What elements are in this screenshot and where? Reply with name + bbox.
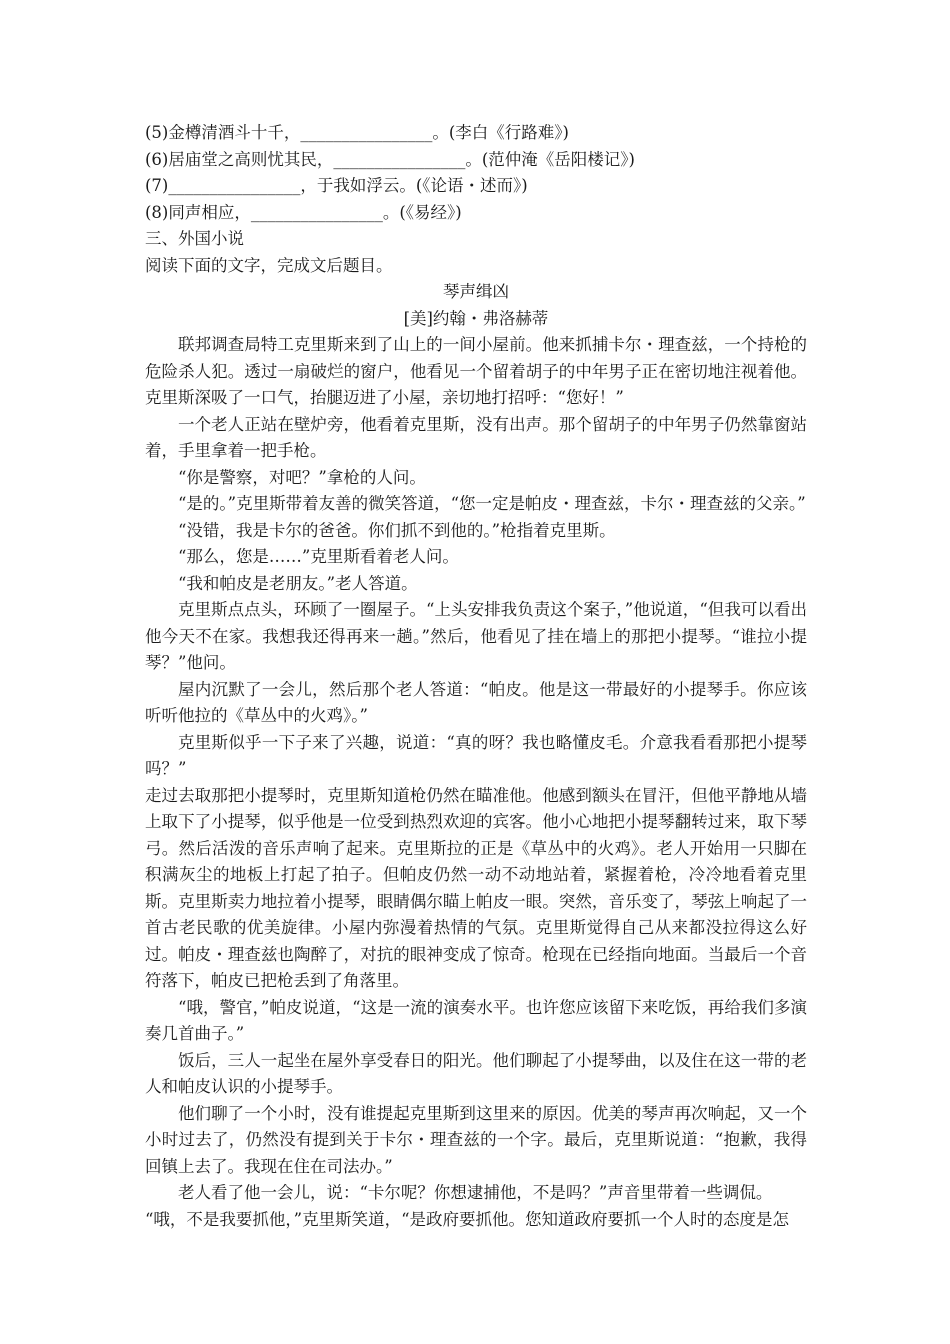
story-paragraph: “没错，我是卡尔的爸爸。你们抓不到他的。”枪指着克里斯。 <box>178 520 616 540</box>
quiz-item-5: (5)金樽清酒斗十千，________________。(李白《行路难》) <box>145 123 569 142</box>
story-paragraph: “那么，您是……”克里斯看着老人问。 <box>178 547 459 566</box>
quiz-item-8: (8)同声相应，________________。(《易经》) <box>145 202 462 222</box>
story-paragraph: 他们聊了一个小时，没有谁提起克里斯到这里来的原因。优美的琴声再次响起，又一个小时过去了，仍然没有提到关于卡尔・理查兹的一个字。最后，克里斯说道：“抱歉，我得回镇上去了。我现在住在司法办。” <box>145 1103 807 1176</box>
story-paragraph: “哦，警官，”帕皮说道，“这是一流的演奏水平。也许您应该留下来吃饭，再给我们多演奏几首曲子。” <box>145 997 807 1043</box>
page-content <box>145 120 807 1233</box>
story-paragraph: 克里斯似乎一下子来了兴趣，说道：“真的呀？我也略懂皮毛。介意我看看那把小提琴吗？” <box>145 732 807 778</box>
story-paragraph: 饭后，三人一起坐在屋外享受春日的阳光。他们聊起了小提琴曲，以及住在这一带的老人和帕皮认识的小提琴手。 <box>145 1050 807 1096</box>
story-paragraph: “哦，不是我要抓他，”克里斯笑道，“是政府要抓他。您知道政府要抓一个人时的态度是怎 <box>145 1209 790 1229</box>
story-paragraph: “我和帕皮是老朋友。”老人答道。 <box>178 573 418 593</box>
story-paragraph: “是的。”克里斯带着友善的微笑答道，“您一定是帕皮・理查兹，卡尔・理查兹的父亲。” <box>178 494 806 513</box>
story-paragraph: 一个老人正站在壁炉旁，他看着克里斯，没有出声。那个留胡子的中年男子仍然靠窗站着，手里拿着一把手枪。 <box>145 414 807 460</box>
story-author: [美]约翰・弗洛赫蒂 <box>403 308 549 328</box>
quiz-item-6: (6)居庙堂之高则忧其民，________________。(范仲淹《岳阳楼记》) <box>145 149 635 169</box>
story-paragraph: 老人看了他一会儿，说：“卡尔呢？你想逮捕他，不是吗？”声音里带着一些调侃。 <box>178 1183 773 1202</box>
story-paragraph: 屋内沉默了一会儿，然后那个老人答道：“帕皮。他是这一带最好的小提琴手。你应该听听他拉的《草丛中的火鸡》。” <box>145 679 807 725</box>
story-paragraph: “你是警察，对吧？”拿枪的人问。 <box>178 467 426 487</box>
story-title: 琴声缉凶 <box>443 282 509 301</box>
story-paragraph: 克里斯点点头，环顾了一圈屋子。“上头安排我负责这个案子，”他说道，“但我可以看出他今天不在家。我想我还得再来一趟。”然后，他看见了挂在墙上的那把小提琴。“谁拉小提琴？”他问。 <box>145 600 807 672</box>
section-instruction: 阅读下面的文字，完成文后题目。 <box>145 255 393 275</box>
story-paragraph: 走过去取那把小提琴时，克里斯知道枪仍然在瞄准他。他感到额头在冒汗，但他平静地从墙上取下了小提琴，似乎他是一位受到热烈欢迎的宾客。他小心地把小提琴翻转过来，取下琴弓。然后活泼的音乐声响了起来。克里斯拉的正是《草丛中的火鸡》。老人开始用一只脚在积满灰尘的地板上打起了拍子。但帕皮仍然一动不动地站着，紧握着枪，冷冷地看着克里斯。克里斯卖力地拉着小提琴，眼睛偶尔瞄上帕皮一眼。突然，音乐变了，琴弦上响起了一首古老民歌的优美旋律。小屋内弥漫着热情的气氛。克里斯觉得自己从来都没拉得这么好过。帕皮・理查兹也陶醉了，对抗的眼神变成了惊奇。枪现在已经指向地面。当最后一个音符落下，帕皮已把枪丢到了角落里。 <box>145 785 807 990</box>
section-heading: 三、外国小说 <box>145 229 244 248</box>
story-paragraph: 联邦调查局特工克里斯来到了山上的一间小屋前。他来抓捕卡尔・理查兹，一个持枪的危险杀人犯。透过一扇破烂的窗户，他看见一个留着胡子的中年男子正在密切地注视着他。克里斯深吸了一口气，抬腿迈进了小屋，亲切地打招呼：“您好！” <box>145 335 807 407</box>
quiz-item-7: (7)________________，于我如浮云。(《论语・述而》) <box>145 176 528 195</box>
